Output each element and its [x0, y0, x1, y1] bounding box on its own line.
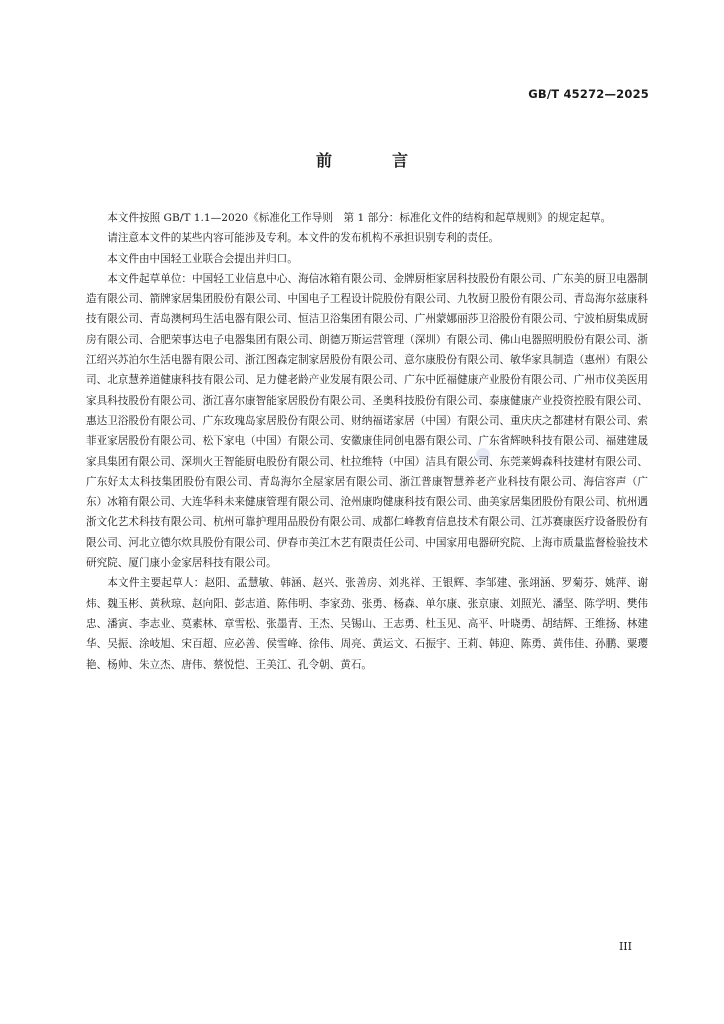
paragraph-patent-notice: 请注意本文件的某些内容可能涉及专利。本文件的发布机构不承担识别专利的责任。: [107, 232, 500, 245]
document-body: [86, 208, 648, 675]
page-number: III: [618, 940, 632, 953]
standard-code: GB/T 45272—2025: [528, 87, 649, 101]
page-title: 前 言: [315, 151, 430, 170]
paragraph-proposer: 本文件由中国轻工业联合会提出并归口。: [107, 252, 298, 265]
paragraph-drafting-rules: 本文件按照 GB/T 1.1—2020《标准化工作导则 第 1 部分：标准化文件的结构和起草规则》的规定起草。: [107, 212, 612, 224]
paragraph-drafters: 本文件主要起草人：赵阳、孟慧敏、韩涵、赵兴、张善房、刘兆祥、王银辉、李邹建、张翊涵、罗菊芬、姚萍、谢炜、魏玉彬、黄秋琼、赵向阳、彭志道、陈伟明、李家劲、张勇、杨森、单尔康、张京康、刘照光、潘坚、陈学明、樊伟忠、潘寅、李志业、莫素林、章雪松、张墨青、王杰、吴锡山、王志勇、杜玉见、高平、叶晓勇、胡结辉、王维扬、林建华、吴振、涂岐旭、宋百超、应必善、侯雪峰、徐伟、周亮、黄运文、石振宇、王莉、韩迎、陈勇、黄伟佳、孙鹏、粟璎艳、杨帅、朱立杰、唐伟、蔡悦恺、王美江、孔令朝、黄石。: [86, 577, 648, 671]
paragraph-drafting-units: 本文件起草单位：中国轻工业信息中心、海信冰箱有限公司、金牌厨柜家居科技股份有限公司、广东美的厨卫电器制造有限公司、箭牌家居集团股份有限公司、中国电子工程设计院股份有限公司、九牧厨卫股份有限公司、青岛海尔兹康科技有限公司、青岛澳柯玛生活电器有限公司、恒洁卫浴集团有限公司、广州蒙娜丽莎卫浴股份有限公司、宁波柏厨集成厨房有限公司、合肥荣事达电子电器集团有限公司、朗德万斯运营管理（深圳）有限公司、佛山电器照明股份有限公司、浙江绍兴苏泊尔生活电器有限公司、浙江图森定制家居股份有限公司、意尔康股份有限公司、敏华家具制造（惠州）有限公司、北京慧养道健康科技有限公司、足力健老龄产业发展有限公司、广东中匠福健康产业股份有限公司、广州市仪美医用家具科技股份有限公司、浙江喜尔康智能家居股份有限公司、圣奥科技股份有限公司、泰康健康产业投资控股有限公司、惠达卫浴股份有限公司、广东玫瑰岛家居股份有限公司、财纳福诺家居（中国）有限公司、重庆庆之都建材有限公司、索菲亚家居股份有限公司、松下家电（中国）有限公司、安徽康佳同创电器有限公司、广东省辉映科技有限公司、福建建晟家具集团有限公司、深圳火王智能厨电股份有限公司、杜拉维特（中国）洁具有限公司、东莞莱姆森科技建材有限公司、广东好太太科技集团股份有限公司、青岛海尔全屋家居有限公司、浙江普康智慧养老产业科技有限公司、海信容声（广东）冰箱有限公司、大连华科未来健康管理有限公司、沧州康昀健康科技有限公司、曲美家居集团股份有限公司、杭州遇浙文化艺术科技有限公司、杭州可靠护理用品股份有限公司、成都仁峰教育信息技术有限公司、江苏赛康医疗设备股份有限公司、河北立德尔炊具股份有限公司、伊春市美江木艺有限责任公司、中国家用电器研究院、上海市质量监督检验技术研究院、厦门康小金家居科技有限公司。: [86, 272, 648, 570]
